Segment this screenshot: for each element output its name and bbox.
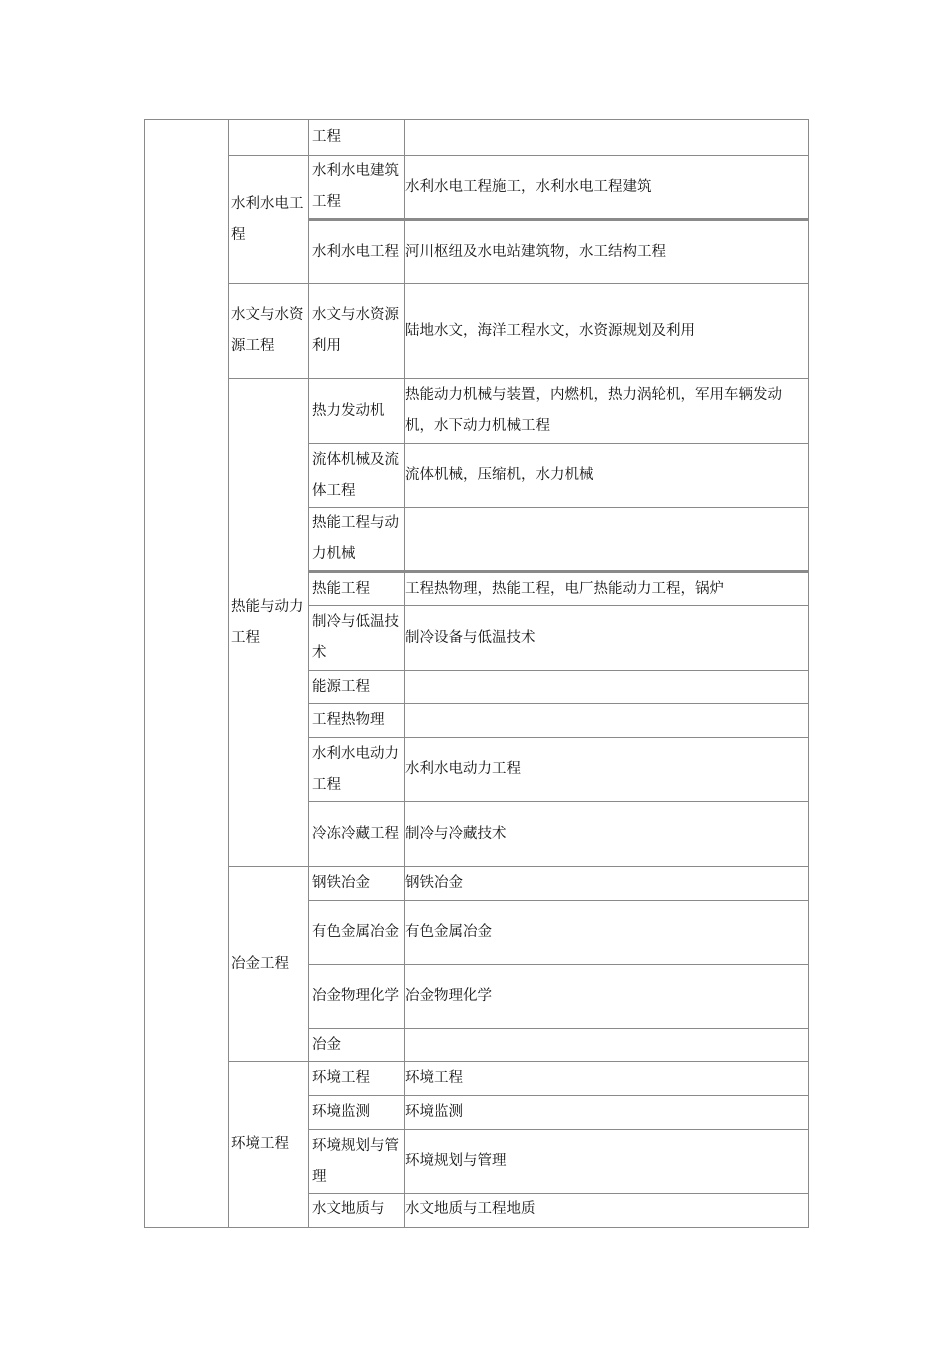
description-cell: 工程热物理，热能工程，电厂热能动力工程，锅炉 — [405, 572, 809, 606]
category-cell — [229, 120, 309, 156]
description-cell: 有色金属冶金 — [405, 901, 809, 965]
table-row — [145, 867, 809, 901]
category-cell: 水利水电工程 — [229, 156, 309, 284]
description-cell: 环境工程 — [405, 1062, 809, 1096]
description-cell: 水利水电工程施工，水利水电工程建筑 — [405, 156, 809, 220]
description-cell: 钢铁冶金 — [405, 867, 809, 901]
table-row — [145, 120, 809, 156]
table-row — [145, 1062, 809, 1096]
subcategory-cell: 环境监测 — [309, 1096, 405, 1130]
subcategory-cell: 水利水电工程 — [309, 220, 405, 284]
subcategory-cell: 制冷与低温技术 — [309, 606, 405, 671]
table-row — [145, 156, 809, 220]
subcategory-cell: 热能工程与动力机械 — [309, 508, 405, 572]
description-cell: 水文地质与工程地质 — [405, 1194, 809, 1228]
description-cell — [405, 508, 809, 572]
subcategory-cell: 热力发动机 — [309, 379, 405, 444]
description-cell: 制冷与冷藏技术 — [405, 802, 809, 867]
description-cell — [405, 1029, 809, 1062]
subcategory-cell: 水文地质与 — [309, 1194, 405, 1228]
subcategory-cell: 有色金属冶金 — [309, 901, 405, 965]
subcategory-cell: 钢铁冶金 — [309, 867, 405, 901]
description-cell — [405, 704, 809, 738]
subcategory-cell: 环境规划与管理 — [309, 1130, 405, 1194]
subcategory-cell: 水文与水资源利用 — [309, 284, 405, 379]
category-cell: 冶金工程 — [229, 867, 309, 1062]
category-cell: 水文与水资源工程 — [229, 284, 309, 379]
table-row — [145, 284, 809, 379]
description-cell — [405, 671, 809, 704]
description-cell: 水利水电动力工程 — [405, 738, 809, 802]
subcategory-cell: 热能工程 — [309, 572, 405, 606]
subcategory-cell: 冶金物理化学 — [309, 965, 405, 1029]
description-cell: 流体机械，压缩机，水力机械 — [405, 444, 809, 508]
description-cell: 陆地水文，海洋工程水文，水资源规划及利用 — [405, 284, 809, 379]
subcategory-cell: 工程 — [309, 120, 405, 156]
outer-blank-cell — [145, 120, 229, 1228]
subcategory-cell: 冶金 — [309, 1029, 405, 1062]
subcategory-cell: 水利水电动力工程 — [309, 738, 405, 802]
description-cell: 环境规划与管理 — [405, 1130, 809, 1194]
description-cell: 制冷设备与低温技术 — [405, 606, 809, 671]
subcategory-cell: 流体机械及流体工程 — [309, 444, 405, 508]
category-cell: 环境工程 — [229, 1062, 309, 1228]
category-cell: 热能与动力工程 — [229, 379, 309, 867]
subcategory-cell: 冷冻冷藏工程 — [309, 802, 405, 867]
description-cell: 冶金物理化学 — [405, 965, 809, 1029]
discipline-table — [144, 119, 809, 1228]
table-row — [145, 379, 809, 444]
description-cell: 环境监测 — [405, 1096, 809, 1130]
subcategory-cell: 环境工程 — [309, 1062, 405, 1096]
subcategory-cell: 水利水电建筑工程 — [309, 156, 405, 220]
description-cell: 河川枢纽及水电站建筑物，水工结构工程 — [405, 220, 809, 284]
description-cell: 热能动力机械与装置，内燃机，热力涡轮机，军用车辆发动机，水下动力机械工程 — [405, 379, 809, 444]
description-cell — [405, 120, 809, 156]
subcategory-cell: 工程热物理 — [309, 704, 405, 738]
subcategory-cell: 能源工程 — [309, 671, 405, 704]
